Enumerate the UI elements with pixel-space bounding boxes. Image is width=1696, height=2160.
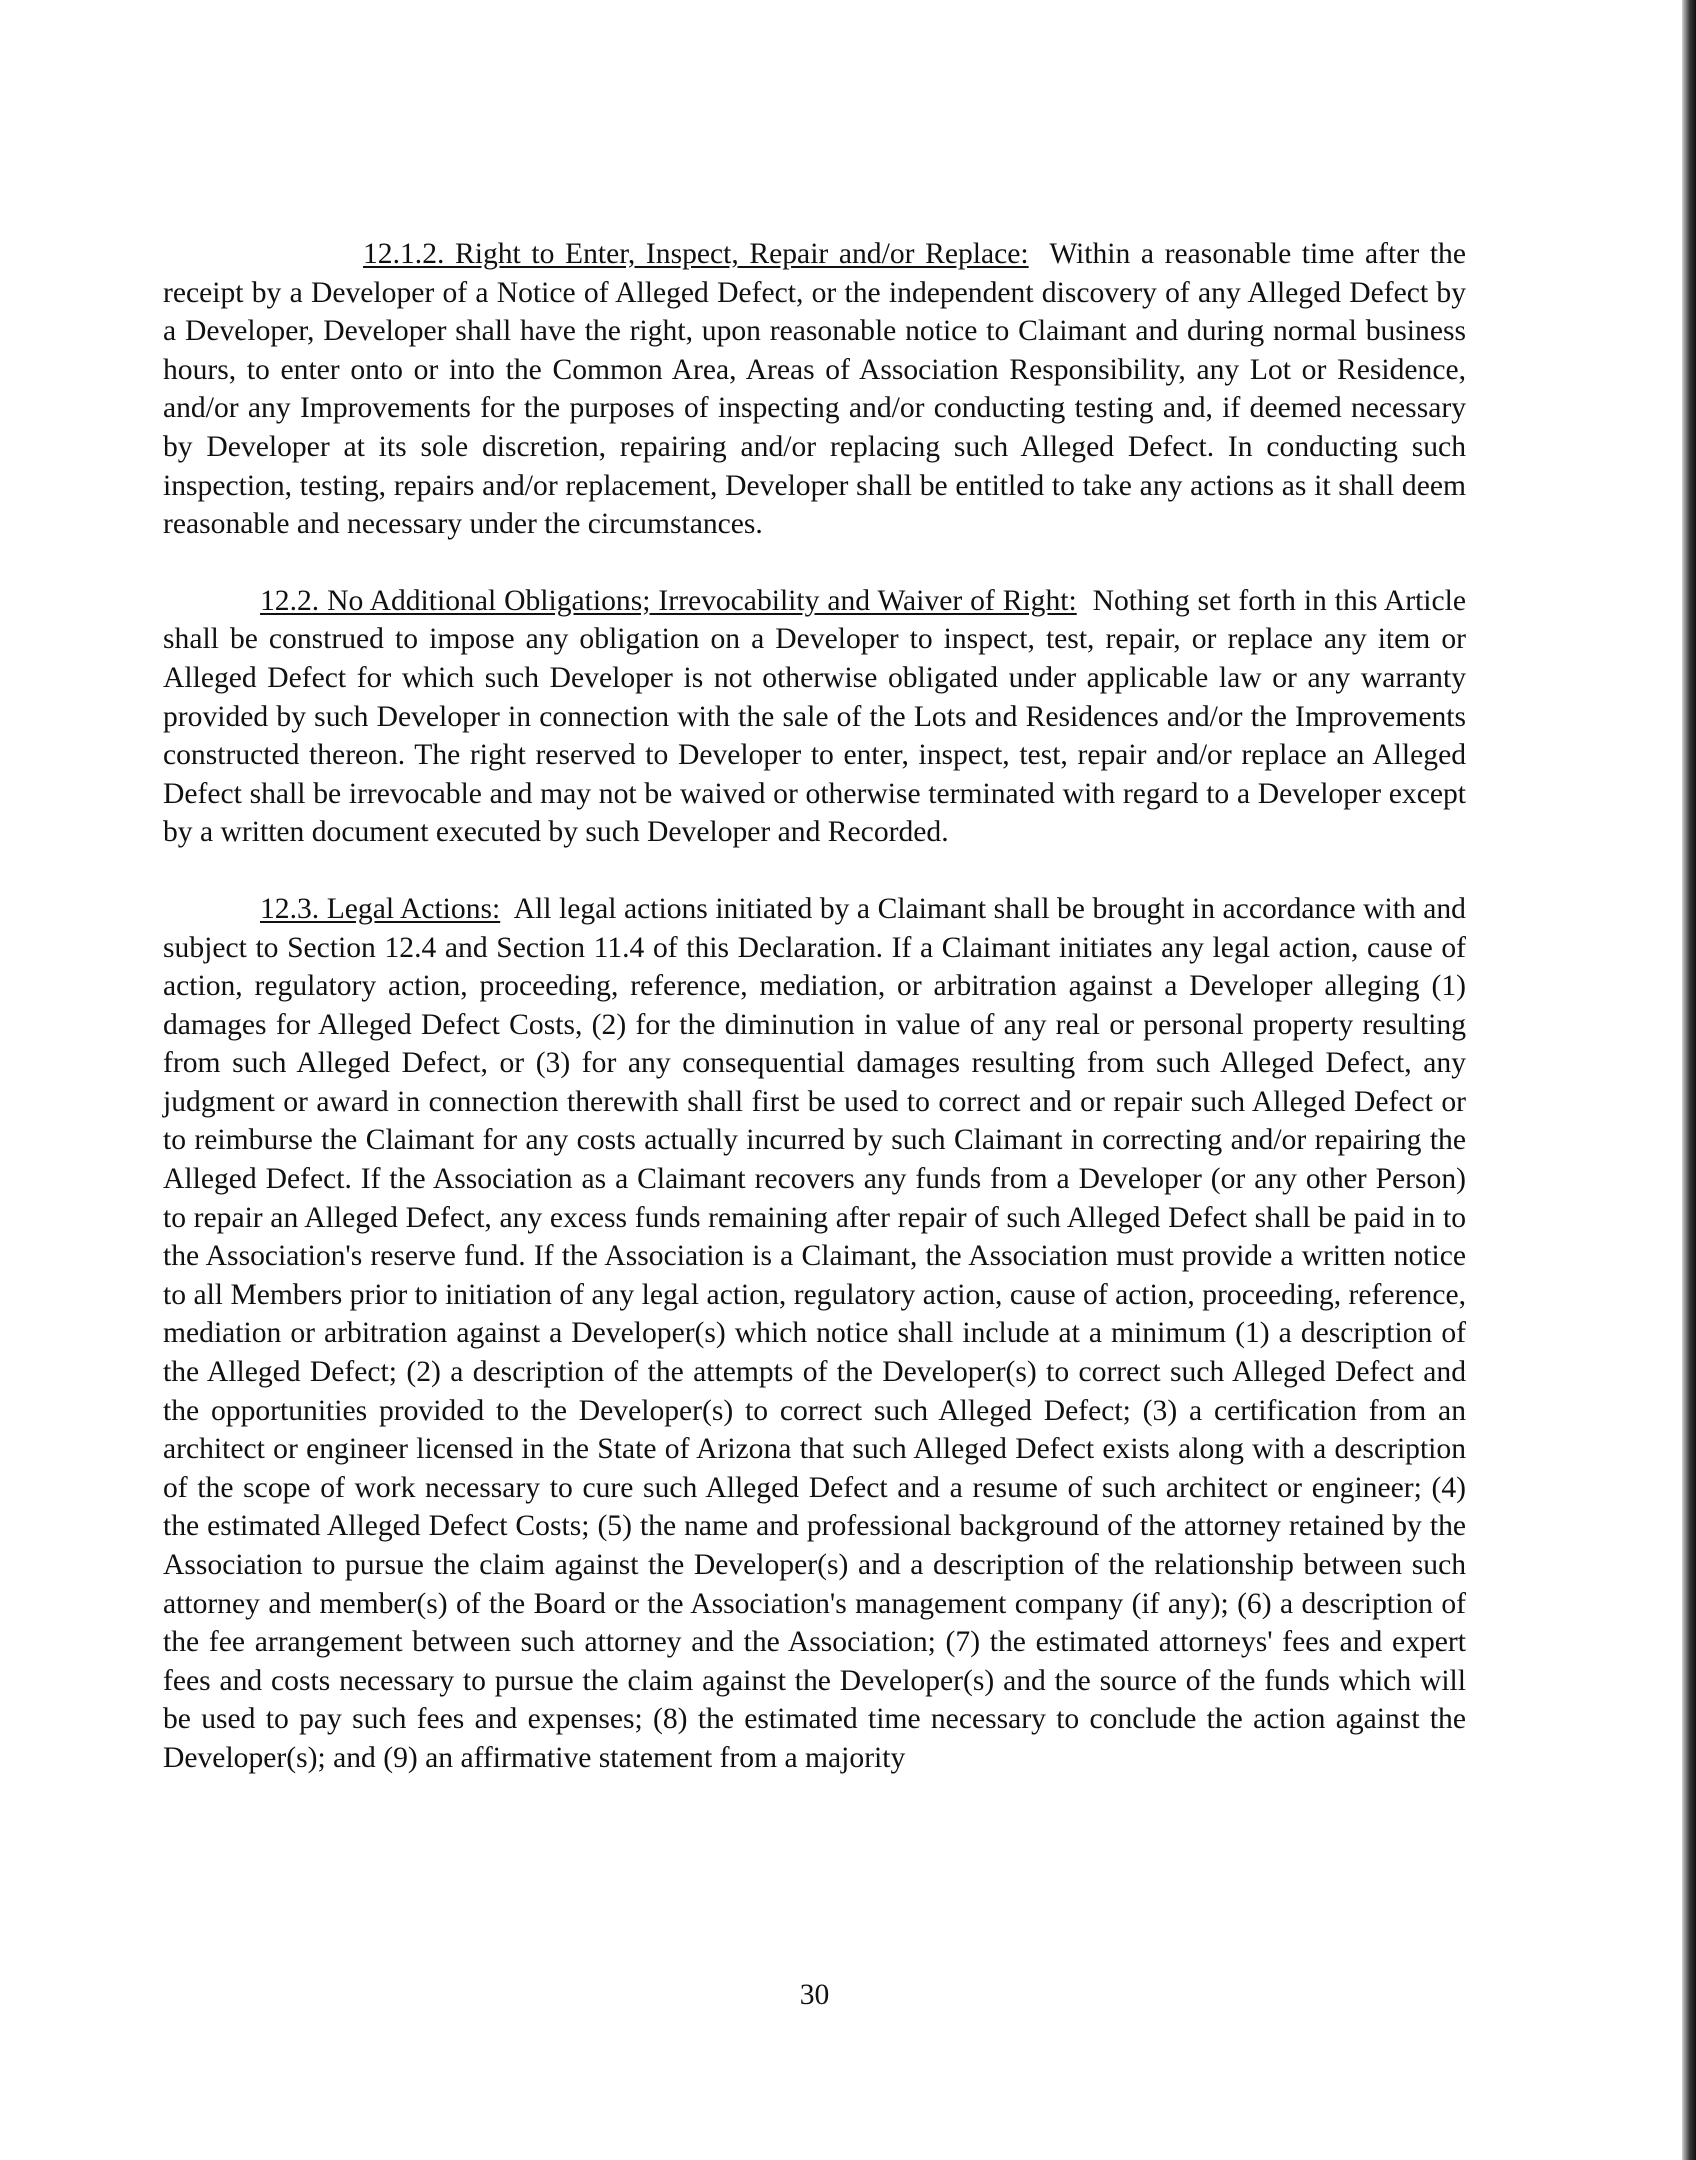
scan-edge-shadow [1682,0,1696,2160]
section-12-3 [163,890,1466,1778]
page-number: 30 [799,1979,830,2011]
section-heading: 12.3. Legal Actions: [260,892,501,925]
section-text: Nothing set forth in this Article shall be construed to impose any obligation on a Developer to inspect, test, repair, or replace any item or Alleged Defect for which such Developer is not otherwise obligated under applicable law or any warranty provided by such Developer in connection with the sale of the Lots and Residences and/or the Improvements constructed thereon. The right reserved to Developer to enter, inspect, test, repair and/or replace an Alleged Defect shall be irrevocable and may not be waived or otherwise terminated with regard to a Developer except by a written document executed by such Developer and Recorded. [163,584,1467,849]
section-heading: 12.1.2. Right to Enter, Inspect, Repair and/or Replace: [363,238,1029,270]
section-12-2 [163,582,1466,852]
document-body [163,235,1466,1816]
section-heading: 12.2. No Additional Obligations; Irrevocability and Waiver of Right: [260,584,1077,617]
section-text: Within a reasonable time after the receipt by a Developer of a Notice of Alleged Defect, or the independent discovery of any Alleged Defect by a Developer, Developer shall have the right, upon reasonable notice to Claimant and during normal business hours, to enter onto or into the Common Area, Areas of Association Responsibility, any Lot or Residence, and/or any Improvements for the purposes of inspecting and/or conducting testing and, if deemed necessary by Developer at its sole discretion, repairing and/or replacing such Alleged Defect. In conducting such inspection, testing, repairs and/or replacement, Developer shall be entitled to take any actions as it shall deem reasonable and necessary under the circumstances. [163,238,1466,541]
section-text: All legal actions initiated by a Claimant shall be brought in accordance with and subject to Section 12.4 and Section 11.4 of this Declaration. If a Claimant initiates any legal action, cause of action, regulatory action, proceeding, reference, mediation, or arbitration against a Developer alleging (1) damages for Alleged Defect Costs, (2) for the diminution in value of any real or personal property resulting from such Alleged Defect, or (3) for any consequential damages resulting from such Alleged Defect, any judgment or award in connection therewith shall first be used to correct and or repair such Alleged Defect or to reimburse the Claimant for any costs actually incurred by such Claimant in correcting and/or repairing the Alleged Defect. If the Association as a Claimant recovers any funds from a Developer (or any other Person) to repair an Alleged Defect, any excess funds remaining after repair of such Alleged Defect shall be paid in to the Association's reserve fund. If the Association is a Claimant, the Association must provide a written notice to all Members prior to initiation of any legal action, regulatory action, cause of action, proceeding, reference, mediation or arbitration against a Developer(s) which notice shall include at a minimum (1) a description of the Alleged Defect; (2) a description of the attempts of the Developer(s) to correct such Alleged Defect and the opportunities provided to the Developer(s) to correct such Alleged Defect; (3) a certification from an architect or engineer licensed in the State of Arizona that such Alleged Defect exists along with a description of the scope of work necessary to cure such Alleged Defect and a resume of such architect or engineer; (4) the estimated Alleged Defect Costs; (5) the name and professional background of the attorney retained by the Association to pursue the claim against the Developer(s) and a description of the relationship between such attorney and member(s) of the Board or the Association's management company (if any); (6) a description of the fee arrangement between such attorney and the Association; (7) the estimated attorneys' fees and expert fees and costs necessary to pursue the claim against the Developer(s) and the source of the funds which will be used to pay such fees and expenses; (8) the estimated time necessary to conclude the action against the Developer(s); and (9) an affirmative statement from a majority [163,892,1466,1774]
section-12-1-2 [163,235,1466,544]
